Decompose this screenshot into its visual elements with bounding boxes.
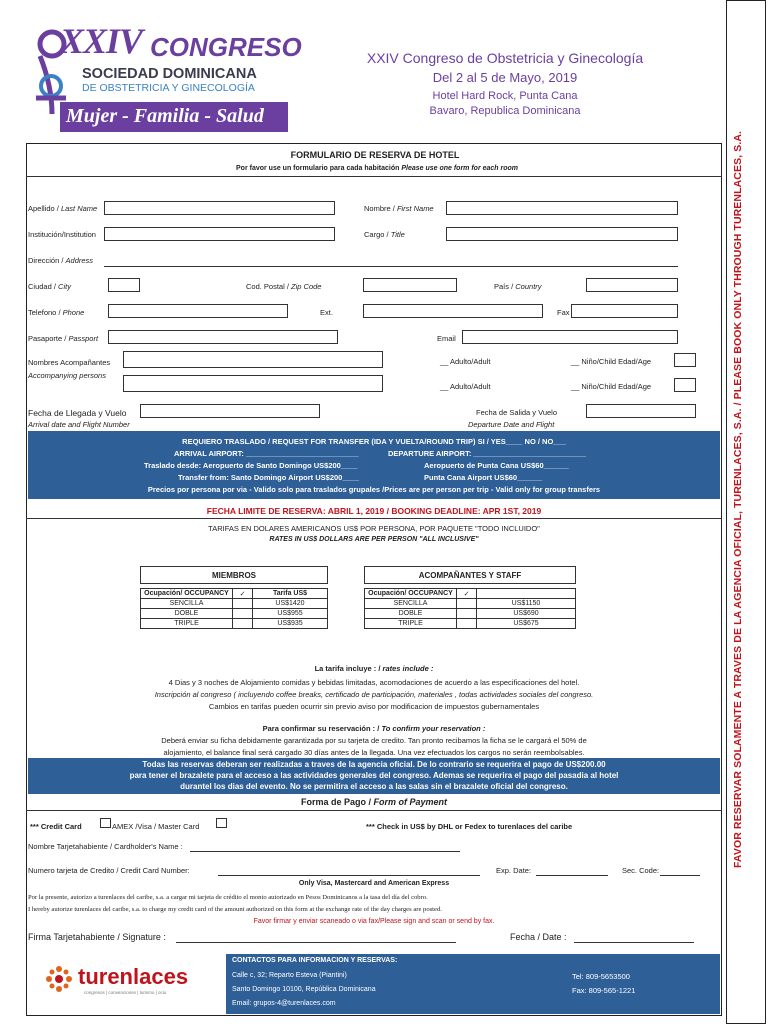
transfer-line1: REQUIERO TRASLADO / REQUEST FOR TRANSFER (IDA Y VUELTA/ROUND TRIP) SI / YES____ NO / NO___: [182, 437, 566, 446]
sec-label: Sec. Code:: [622, 866, 660, 875]
label-adult-2: __ Adulto/Adult: [440, 382, 491, 391]
fax-input[interactable]: [571, 304, 678, 318]
staff-col-rate: [477, 589, 576, 599]
contact-tel: Tel: 809-5653500: [572, 972, 630, 981]
label-email: Email: [437, 334, 456, 343]
auth-es: Por la presente, autorizo a turenlaces del caribe, s.a. a cargar mi tarjeta de crédito el monto autorizado en Pesos Dominicanos a la tasa del día del cobro.: [28, 894, 428, 901]
arrival-input[interactable]: [140, 404, 320, 418]
only-cards: Only Visa, Mastercard and American Express: [298, 880, 450, 887]
footer-logo: [28, 954, 224, 1014]
label-country: País / Country: [494, 282, 542, 291]
includes-line2: Inscripción al congreso ( incluyendo coffee breaks, certificado de participación, materiales , todas actividades sociales del congreso.: [154, 690, 594, 699]
label-arrival: Fecha de Llegada y Vuelo: [28, 408, 127, 418]
header-place: Bavaro, Republica Dominicana: [429, 105, 581, 117]
table-row: SENCILLA US$1420: [141, 599, 328, 609]
label-address: Dirección / Address: [28, 256, 94, 265]
signature-label: Firma Tarjetahabiente / Signature :: [28, 932, 166, 942]
notice-box: [28, 758, 720, 794]
payment-title: Forma de Pago / Form of Payment: [300, 797, 448, 807]
footer-brand: turenlaces: [78, 964, 189, 989]
label-child-2: __ Niño/Child Edad/Age: [571, 382, 652, 391]
form-subtitle: [236, 165, 518, 172]
includes-line3: Cambios en tarifas pueden ocurrir sin previo aviso por modificacion de impuestos gubernamentales: [208, 702, 540, 711]
notice-line3: durantel los dias del evento. No se permitira el acceso a las salas sin el brazalete oficial del congreso.: [180, 782, 568, 791]
city-input[interactable]: [108, 278, 140, 292]
label-companions-en: Accompanying persons: [28, 371, 106, 380]
auth-en: I hereby autorize turenlaces del caribe, s.a. to charge my credit card of the amount authorized on this form at the exchange rate of the day charges are posted.: [28, 906, 442, 913]
email-input[interactable]: [462, 330, 678, 344]
label-lastname: Apellido / Last Name: [28, 204, 98, 213]
rates-note-es: TARIFAS EN DOLARES AMERICANOS US$ POR PERSONA, POR PAQUETE "TODO INCLUIDO": [208, 524, 540, 533]
congress-logo: [30, 20, 302, 140]
staff-check-triple[interactable]: [457, 619, 477, 629]
label-child-1: __ Niño/Child Edad/Age: [571, 357, 652, 366]
logo-line2: DE OBSTETRICIA Y GINECOLOGÍA: [82, 82, 255, 94]
contact-fax: Fax: 809-565-1221: [572, 986, 636, 995]
date-line[interactable]: [574, 942, 694, 943]
logo-congreso: CONGRESO: [150, 32, 302, 62]
members-check-double[interactable]: [233, 609, 253, 619]
transfer-line4b: Punta Cana Airport US$60______: [424, 473, 543, 482]
logo-line1: SOCIEDAD DOMINICANA: [82, 66, 257, 82]
logo-banner: [60, 102, 288, 132]
transfer-line3b: Aeropuerto de Punta Cana US$60______: [424, 461, 569, 470]
includes-line1: 4 Dias y 3 noches de Alojamiento comidas y bebidas limitadas, acomodaciones de acuerdo a las especificaciones del hotel.: [168, 678, 580, 687]
date-label: Fecha / Date :: [510, 932, 567, 942]
amex-label: AMEX /Visa / Master Card: [112, 822, 200, 831]
passport-input[interactable]: [108, 330, 338, 344]
payment-underline: [26, 810, 722, 811]
members-title: MIEMBROS: [140, 566, 328, 584]
form-subtitle-es: Por favor use un formulario para cada habitación: [236, 165, 400, 172]
card-number-line[interactable]: [218, 875, 480, 876]
firstname-input[interactable]: [446, 201, 678, 215]
logo-roman: XXIV: [60, 21, 143, 61]
zip-input[interactable]: [363, 278, 457, 292]
footer-contact: [226, 954, 720, 1014]
address-line[interactable]: [104, 266, 678, 267]
exp-label: Exp. Date:: [496, 866, 532, 875]
contact-title: CONTACTOS PARA INFORMACION Y RESERVAS:: [232, 957, 398, 964]
deadline-underline: [26, 518, 722, 519]
members-check-single[interactable]: [233, 599, 253, 609]
transfer-line2a: ARRIVAL AIRPORT: ___________________________: [174, 449, 359, 458]
staff-col-check: ✓: [457, 589, 477, 599]
table-row: SENCILLA US$1150: [365, 599, 576, 609]
cardholder-line[interactable]: [190, 851, 460, 852]
label-ext: Ext.: [320, 308, 333, 317]
check-label: *** Check in US$ by DHL or Fedex to turenlaces del caribe: [366, 822, 573, 831]
transfer-line5: Precios por persona por via - Valido solo para traslados grupales /Prices are per person per trip - Valid only for group transfers: [147, 485, 601, 494]
side-notice: FAVOR RESERVAR SOLAMENTE A TRAVES DE LA AGENCIA OFICIAL, TURENLACES, S.A. / PLEASE BOOK ONLY THROUGH TURENLACES, S.A.: [732, 130, 744, 868]
form-subtitle-en: Please use one form for each room: [401, 165, 519, 172]
institution-input[interactable]: [104, 227, 335, 241]
form-title: FORMULARIO DE RESERVA DE HOTEL: [290, 150, 460, 160]
notice-line2: para tener el brazalete para el acceso a las actividades generales del congreso. Ademas se requerira el pago del pasadia al hotel: [129, 771, 619, 780]
members-check-triple[interactable]: [233, 619, 253, 629]
title-input[interactable]: [446, 227, 678, 241]
header-dates: Del 2 al 5 de Mayo, 2019: [432, 70, 578, 85]
exp-line[interactable]: [536, 875, 608, 876]
companion-2-input[interactable]: [123, 375, 383, 392]
table-row: TRIPLE US$935: [141, 619, 328, 629]
child-age-1-input[interactable]: [674, 353, 696, 367]
members-table: [140, 588, 328, 629]
members-col-check: ✓: [233, 589, 253, 599]
footer-tagline: congresos | convenciones | turismo | ocio: [84, 990, 167, 995]
staff-check-single[interactable]: [457, 599, 477, 609]
sec-line[interactable]: [660, 875, 700, 876]
transfer-line2b: DEPARTURE AIRPORT: ___________________________: [388, 449, 587, 458]
contact-addr1: Calle c, 32; Reparto Esteva (Piantini): [232, 972, 347, 979]
booking-deadline: FECHA LIMITE DE RESERVA: ABRIL 1, 2019 / BOOKING DEADLINE: APR 1ST, 2019: [206, 506, 542, 516]
signature-line[interactable]: [176, 942, 456, 943]
ext-input[interactable]: [363, 304, 543, 318]
turenlaces-logo-icon: [44, 964, 74, 994]
child-age-2-input[interactable]: [674, 378, 696, 392]
rates-note-en: RATES IN US$ DOLLARS ARE PER PERSON "ALL INCLUSIVE": [269, 536, 479, 543]
label-title: Cargo / Title: [364, 230, 405, 239]
header-venue: Hotel Hard Rock, Punta Cana: [432, 90, 578, 102]
includes-title: La tarifa incluye : / rates include :: [314, 664, 434, 673]
table-row: DOBLE US$955: [141, 609, 328, 619]
card-number-label: Numero tarjeta de Credito / Credit Card Number:: [28, 866, 190, 875]
table-row: DOBLE US$690: [365, 609, 576, 619]
table-row: TRIPLE US$675: [365, 619, 576, 629]
label-departure: Fecha de Salida y Vuelo: [476, 408, 558, 417]
transfer-line4a: Transfer from: Santo Domingo Airport US$200____: [178, 473, 360, 482]
label-phone: Telefono / Phone: [28, 308, 85, 317]
label-departure-en: Departure Date and Flight: [468, 420, 555, 429]
companion-1-input[interactable]: [123, 351, 383, 368]
members-col-rate: Tarifa US$: [253, 589, 328, 599]
confirm-line1: Deberá enviar su ficha debidamente garantizada por su tarjeta de credito. Tan pronto recibamos la ficha se le cargará el 50% de: [161, 736, 587, 745]
staff-col-occupancy: Ocupación/ OCCUPANCY: [365, 589, 457, 599]
contact-addr2: Santo Domingo 10100, República Dominicana: [232, 986, 376, 993]
staff-check-double[interactable]: [457, 609, 477, 619]
phone-input[interactable]: [108, 304, 288, 318]
notice-line1: Todas las reservas deberan ser realizadas a traves de la agencia oficial. De lo contrario se requerira el pago de US$200.00: [142, 760, 606, 769]
label-city: Ciudad / City: [28, 282, 71, 291]
departure-input[interactable]: [586, 404, 696, 418]
transfer-line3a: Traslado desde: Aeropuerto de Santo Domingo US$200____: [144, 461, 358, 470]
label-institution: Institución/Institution: [28, 230, 96, 239]
members-col-occupancy: Ocupación/ OCCUPANCY: [141, 589, 233, 599]
label-arrival-en: Arrival date and Flight Number: [28, 420, 130, 429]
label-fax: Fax: [557, 308, 570, 317]
title-underline: [26, 176, 722, 177]
logo-banner-text: Mujer - Familia - Salud: [66, 105, 264, 127]
confirm-line2: alojamiento, el balance final será cargado 30 días antes de la llegada. Una vez efectuados los cargos no serán reembolsables.: [163, 748, 585, 757]
header-title: XXIV Congreso de Obstetricia y Ginecología: [366, 50, 644, 66]
label-passport: Pasaporte / Passport: [28, 334, 99, 343]
fax-note: Favor firmar y enviar scaneado o via fax/Please sign and scan or send by fax.: [253, 918, 495, 925]
label-firstname: Nombre / First Name: [364, 204, 434, 213]
staff-table: [364, 588, 576, 629]
staff-title: ACOMPAÑANTES Y STAFF: [364, 566, 576, 584]
credit-card-label: *** Credit Card: [30, 822, 82, 831]
credit-card-checkbox[interactable]: [100, 818, 111, 828]
country-input[interactable]: [586, 278, 678, 292]
cardholder-label: Nombre Tarjetahabiente / Cardholder's Name :: [28, 842, 183, 851]
label-adult-1: __ Adulto/Adult: [440, 357, 491, 366]
label-zip: Cod. Postal / Zip Code: [246, 282, 322, 291]
lastname-input[interactable]: [104, 201, 335, 215]
confirm-title: Para confirmar su reservación : / To confirm your reservation :: [262, 724, 486, 733]
contact-email[interactable]: Email: grupos-4@turenlaces.com: [232, 1000, 336, 1007]
amex-checkbox[interactable]: [216, 818, 227, 828]
transfer-box: [28, 431, 720, 499]
label-companions: Nombres Acompañantes: [28, 358, 111, 367]
